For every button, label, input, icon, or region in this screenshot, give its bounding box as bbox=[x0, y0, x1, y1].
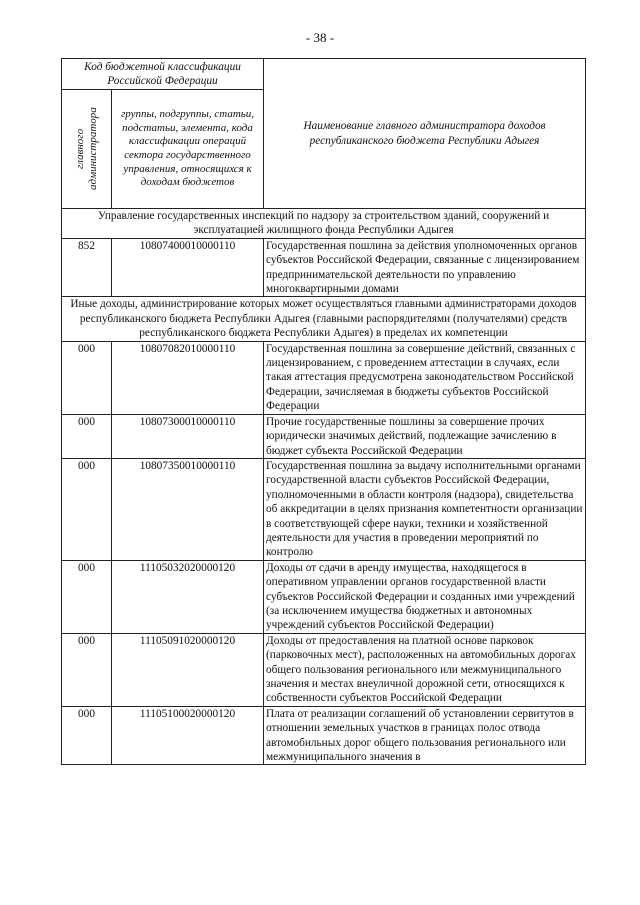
budget-code: 10807400010000110 bbox=[112, 238, 264, 297]
budget-code: 11105100020000120 bbox=[112, 706, 264, 765]
page-number: - 38 - bbox=[305, 30, 335, 45]
admin-code: 852 bbox=[62, 238, 112, 297]
admin-code: 000 bbox=[62, 458, 112, 560]
revenue-description: Доходы от сдачи в аренду имущества, находящегося в оперативном управлении органов государственной власти субъектов Российской Федерации и созданных ими учреждений (за исключением имущества бюджетных и автономных учреждений субъектов Российской Федерации) bbox=[264, 560, 586, 633]
section-title: Иные доходы, администрирование которых может осуществляться главными администраторами доходов республиканского бюджета Республики Адыгея (главными распорядителями (получателями) средств республиканского бюджета Республики Адыгея) в пределах их компетенции bbox=[62, 297, 586, 341]
admin-code: 000 bbox=[62, 341, 112, 414]
revenue-description: Прочие государственные пошлины за совершение прочих юридически значимых действий, подлежащие зачислению в бюджет субъекта Российской Федерации bbox=[264, 414, 586, 458]
budget-code: 11105032020000120 bbox=[112, 560, 264, 633]
section-title-row bbox=[62, 297, 586, 341]
header-groups: группы, подгруппы, статьи, подстатьи, элемента, кода классификации операций сектора государственного управления, относящихся к доходам бюджетов bbox=[112, 90, 264, 209]
table-row bbox=[62, 341, 586, 414]
section-title-row bbox=[62, 209, 586, 239]
budget-classification-table bbox=[61, 58, 586, 765]
budget-code: 10807082010000110 bbox=[112, 341, 264, 414]
table-row bbox=[62, 560, 586, 633]
table-row bbox=[62, 414, 586, 458]
header-admin-name: Наименование главного администратора доходов республиканского бюджета Республики Адыгея bbox=[264, 59, 586, 209]
budget-code: 10807300010000110 bbox=[112, 414, 264, 458]
budget-code: 11105091020000120 bbox=[112, 633, 264, 706]
table-row bbox=[62, 458, 586, 560]
revenue-description: Государственная пошлина за действия уполномоченных органов субъектов Российской Федерации, связанные с лицензированием предпринимательской деятельности по управлению многоквартирными домами bbox=[264, 238, 586, 297]
revenue-description: Государственная пошлина за выдачу исполнительными органами государственной власти субъектов Российской Федерации, уполномоченными в области контроля (надзора), свидетельства об аккредитации в целях признания компетентности организации в соответствующей сфере науки, техники и хозяйственной деятельности для участия в проведении мероприятий по контролю bbox=[264, 458, 586, 560]
budget-code: 10807350010000110 bbox=[112, 458, 264, 560]
admin-code: 000 bbox=[62, 560, 112, 633]
admin-code: 000 bbox=[62, 414, 112, 458]
revenue-description: Доходы от предоставления на платной основе парковок (парковочных мест), расположенных на автомобильных дорогах общего пользования регионального или межмуниципального значения и местах внеуличной дорожной сети, относящихся к собственности субъектов Российской Федерации bbox=[264, 633, 586, 706]
table-row bbox=[62, 238, 586, 297]
table-row bbox=[62, 706, 586, 765]
header-row-top bbox=[62, 59, 586, 90]
admin-code: 000 bbox=[62, 706, 112, 765]
header-chief-admin-cell bbox=[62, 90, 112, 209]
revenue-description: Государственная пошлина за совершение действий, связанных с лицензированием, с проведением аттестации в случаях, если такая аттестация предусмотрена законодательством Российской Федерации, зачисляемая в бюджеты субъектов Российской Федерации bbox=[264, 341, 586, 414]
revenue-description: Плата от реализации соглашений об установлении сервитутов в отношении земельных участков в границах полос отвода автомобильных дорог общего пользования регионального или межмуниципального значения в bbox=[264, 706, 586, 765]
table-row bbox=[62, 633, 586, 706]
section-title: Управление государственных инспекций по надзору за строительством зданий, сооружений и эксплуатацией жилищного фонда Республики Адыгея bbox=[62, 209, 586, 239]
header-bk-code: Код бюджетной классификации Российской Федерации bbox=[62, 59, 264, 90]
admin-code: 000 bbox=[62, 633, 112, 706]
header-chief-admin: главного администратора bbox=[73, 107, 99, 191]
